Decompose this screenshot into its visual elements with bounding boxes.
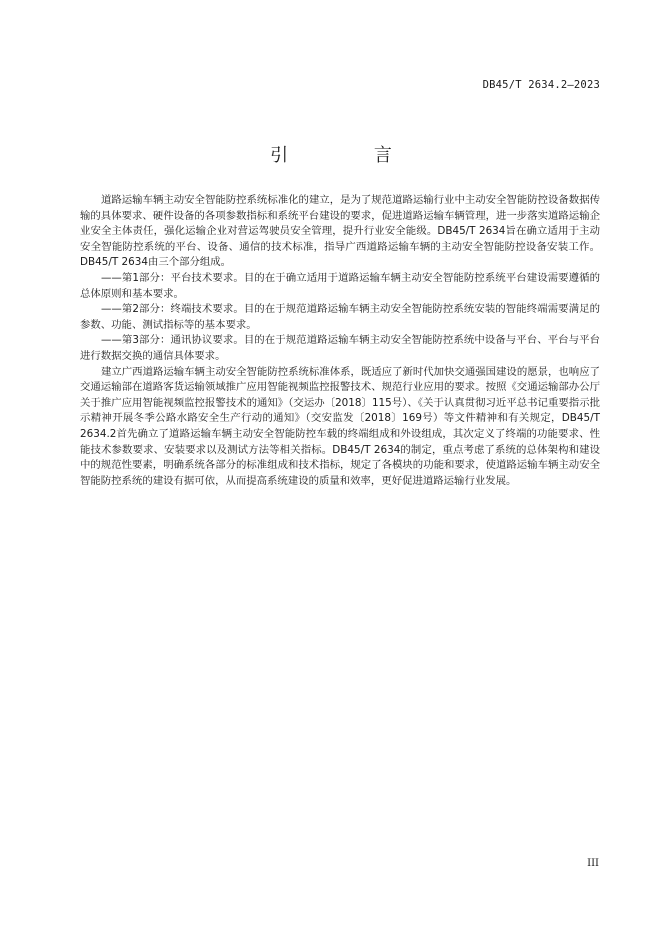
paragraph-part-2: ——第2部分：终端技术要求。目的在于规范道路运输车辆主动安全智能防控系统安装的智能终端需要满足的参数、功能、测试指标等的基本要求。 — [80, 303, 600, 331]
paragraph-part-3: ——第3部分：通讯协议要求。目的在于规范道路运输车辆主动安全智能防控系统中设备与平台、平台与平台进行数据交换的通信具体要求。 — [80, 334, 600, 362]
introduction-body — [80, 193, 600, 489]
paragraph-background: 建立广西道路运输车辆主动安全智能防控系统标准体系，既适应了新时代加快交通强国建设的愿景，也响应了交通运输部在道路客货运输领域推广应用智能视频监控报警技术、规范行业应用的要求。按照《交通运输部办公厅关于推广应用智能视频监控报警技术的通知》（交运办〔2018〕115号）、《关于认真贯彻习近平总书记重要指示批示精神开展冬季公路水路安全生产行动的通知》（交安监发〔2018〕169号）等文件精神和有关规定，DB45/T 2634.2首先确立了道路运输车辆主动安全智能防控车载的终端组成和外设组成，其次定义了终端的功能要求、性能技术参数要求、安装要求以及测试方法等相关指标。DB45/T 2634的制定，重点考虑了系统的总体架构和建设中的规范性要素，明确系统各部分的标准组成和技术指标，规定了各模块的功能和要求，使道路运输车辆主动安全智能防控系统的建设有据可依，从而提高系统建设的质量和效率，更好促进道路运输行业发展。 — [80, 365, 600, 487]
paragraph-part-1: ——第1部分：平台技术要求。目的在于确立适用于道路运输车辆主动安全智能防控系统平台建设需要遵循的总体原则和基本要求。 — [80, 271, 600, 300]
paragraph-overview: 道路运输车辆主动安全智能防控系统标准化的建立，是为了规范道路运输行业中主动安全智能防控设备数据传输的具体要求、硬件设备的各项参数指标和系统平台建设的要求，促进道路运输车辆管理，进一步落实道路运输企业安全主体责任，强化运输企业对营运驾驶员安全管理，提升行业安全能级。DB45/T 2634旨在确立适用于主动安全智能防控系统的平台、设备、通信的技术标准，指导广西道路运输车辆的主动安全智能防控设备安装工作。DB45/T 2634由三个部分组成。 — [80, 194, 600, 269]
page-number: III — [587, 858, 599, 869]
standard-code: DB45/T 2634.2—2023 — [482, 79, 600, 91]
page-title: 引 言 — [270, 145, 432, 166]
